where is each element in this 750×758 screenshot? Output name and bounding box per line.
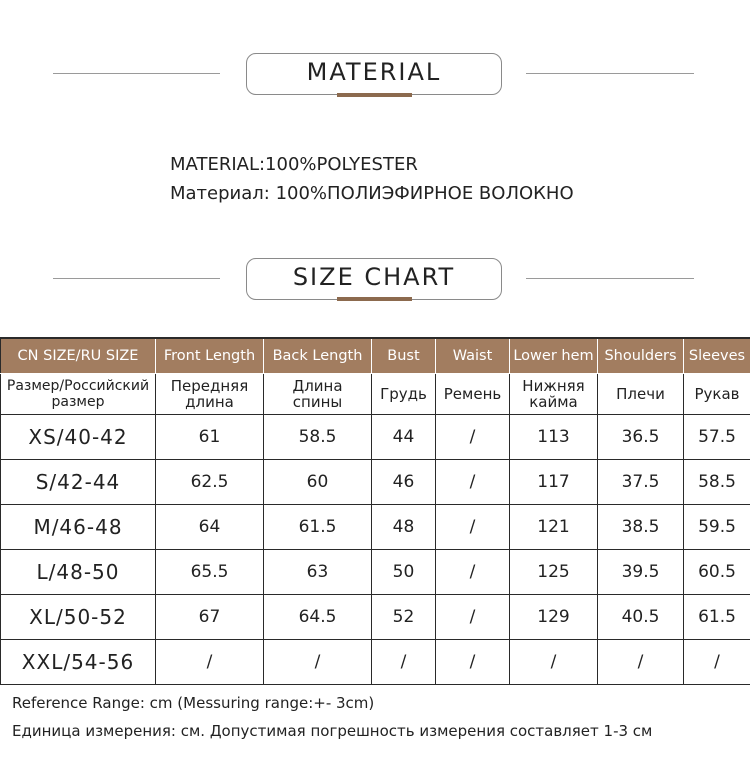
divider-line	[53, 278, 220, 279]
heading-accent-bar	[337, 93, 412, 97]
size-chart-table	[0, 337, 750, 685]
ru-header-cell: Нижняя кайма	[510, 374, 598, 415]
measurement-cell: /	[156, 640, 264, 685]
measurement-cell: 65.5	[156, 550, 264, 595]
ru-header-cell: Длина спины	[264, 374, 372, 415]
table-row	[1, 415, 750, 460]
measurement-cell: 60	[264, 460, 372, 505]
measurement-cell: 64.5	[264, 595, 372, 640]
ru-header-cell: Рукав	[684, 374, 750, 415]
measurement-cell: /	[436, 550, 510, 595]
header-cell: Shoulders	[598, 338, 684, 374]
header-cell: Back Length	[264, 338, 372, 374]
header-cell: Bust	[372, 338, 436, 374]
measurement-cell: /	[436, 460, 510, 505]
measurement-cell: 121	[510, 505, 598, 550]
material-heading-text: MATERIAL	[306, 58, 442, 86]
measurement-cell: 61	[156, 415, 264, 460]
size-chart-heading	[246, 258, 502, 300]
measurement-cell: 59.5	[684, 505, 750, 550]
table-row	[1, 505, 750, 550]
header-row	[1, 338, 750, 374]
ru-header-cell: Ремень	[436, 374, 510, 415]
measurement-cell: 64	[156, 505, 264, 550]
measurement-cell: 48	[372, 505, 436, 550]
header-cell: CN SIZE/RU SIZE	[1, 338, 156, 374]
material-en-line: MATERIAL:100%POLYESTER	[170, 154, 418, 175]
measurement-cell: 125	[510, 550, 598, 595]
measurement-cell: 117	[510, 460, 598, 505]
measurement-cell: /	[372, 640, 436, 685]
size-cell: XL/50-52	[1, 595, 156, 640]
measurement-cell: 62.5	[156, 460, 264, 505]
measurement-cell: 37.5	[598, 460, 684, 505]
measurement-cell: /	[510, 640, 598, 685]
table-row	[1, 595, 750, 640]
size-cell: XS/40-42	[1, 415, 156, 460]
header-cell: Sleeves	[684, 338, 750, 374]
material-heading	[246, 53, 502, 95]
heading-accent-bar	[337, 297, 412, 301]
table-row	[1, 460, 750, 505]
measurement-cell: 38.5	[598, 505, 684, 550]
measurement-cell: 58.5	[264, 415, 372, 460]
measurement-cell: 60.5	[684, 550, 750, 595]
measurement-cell: 39.5	[598, 550, 684, 595]
measurement-cell: 61.5	[264, 505, 372, 550]
material-ru-line: Материал: 100%ПОЛИЭФИРНОЕ ВОЛОКНО	[170, 183, 574, 204]
measurement-cell: /	[436, 595, 510, 640]
material-info	[170, 150, 574, 208]
measurement-cell: /	[598, 640, 684, 685]
measurement-cell: 44	[372, 415, 436, 460]
size-cell: S/42-44	[1, 460, 156, 505]
measurement-cell: /	[436, 640, 510, 685]
measurement-note-ru: Единица измерения: см. Допустимая погрешность измерения составляет 1-3 см	[12, 722, 653, 740]
measurement-cell: 67	[156, 595, 264, 640]
measurement-cell: 52	[372, 595, 436, 640]
reference-range-note: Reference Range: cm (Messuring range:+- 3cm)	[12, 694, 375, 712]
size-cell: M/46-48	[1, 505, 156, 550]
size-cell: XXL/54-56	[1, 640, 156, 685]
divider-line	[53, 73, 220, 74]
measurement-cell: 63	[264, 550, 372, 595]
measurement-cell: /	[436, 505, 510, 550]
measurement-cell: /	[264, 640, 372, 685]
measurement-cell: 61.5	[684, 595, 750, 640]
divider-line	[526, 73, 694, 74]
measurement-cell: 58.5	[684, 460, 750, 505]
header-cell: Waist	[436, 338, 510, 374]
header-cell: Lower hem	[510, 338, 598, 374]
ru-header-cell: Передняя длина	[156, 374, 264, 415]
header-cell: Front Length	[156, 338, 264, 374]
measurement-cell: 46	[372, 460, 436, 505]
measurement-cell: 40.5	[598, 595, 684, 640]
measurement-cell: 57.5	[684, 415, 750, 460]
ru-header-cell: Плечи	[598, 374, 684, 415]
measurement-cell: 36.5	[598, 415, 684, 460]
ru-header-cell: Размер/Российский размер	[1, 374, 156, 415]
divider-line	[526, 278, 694, 279]
table-row	[1, 640, 750, 685]
measurement-cell: 50	[372, 550, 436, 595]
size-cell: L/48-50	[1, 550, 156, 595]
ru-header-row	[1, 374, 750, 415]
measurement-cell: /	[436, 415, 510, 460]
table-row	[1, 550, 750, 595]
measurement-cell: 129	[510, 595, 598, 640]
size-chart-heading-text: SIZE CHART	[292, 263, 456, 291]
measurement-cell: 113	[510, 415, 598, 460]
ru-header-cell: Грудь	[372, 374, 436, 415]
measurement-cell: /	[684, 640, 750, 685]
